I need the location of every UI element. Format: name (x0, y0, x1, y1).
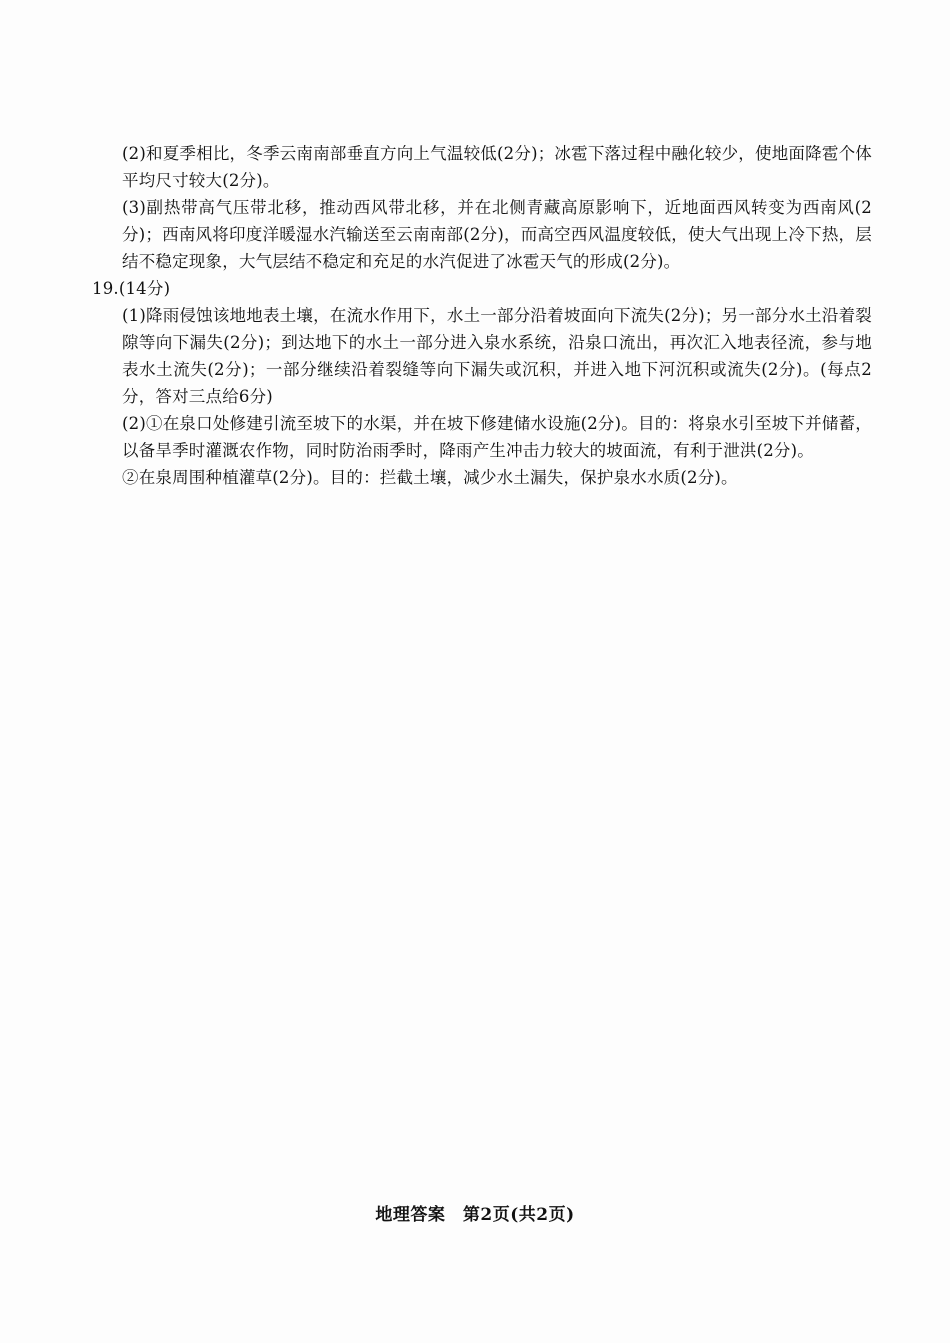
answer-q18-part3: (3)副热带高气压带北移，推动西风带北移，并在北侧青藏高原影响下，近地面西风转变为西南风(2分)；西南风将印度洋暖湿水汽输送至云南南部(2分)，而高空西风温度较低，使大气出现上冷下热，层结不稳定现象，大气层结不稳定和充足的水汽促进了冰雹天气的形成(2分)。 (122, 198, 872, 271)
answer-q19-part2-b: ②在泉周围种植灌草(2分)。目的：拦截土壤，减少水土漏失，保护泉水水质(2分)。 (122, 468, 738, 487)
answer-q18-part2: (2)和夏季相比，冬季云南南部垂直方向上气温较低(2分)；冰雹下落过程中融化较少，使地面降雹个体平均尺寸较大(2分)。 (122, 144, 872, 190)
page-footer: 地理答案 第2页(共2页) (375, 1205, 575, 1225)
answer-q19-part1: (1)降雨侵蚀该地地表土壤，在流水作用下，水土一部分沿着坡面向下流失(2分)；另一部分水土沿着裂隙等向下漏失(2分)；到达地下的水土一部分进入泉水系统，沿泉口流出，再次汇入地表径流，参与地表水土流失(2分)；一部分继续沿着裂缝等向下漏失或沉积，并进入地下河沉积或流失(2分)。(每点2分，答对三点给6分) (122, 306, 872, 406)
question-19-heading: 19.(14分) (92, 279, 171, 298)
answer-q19-part2-a: (2)①在泉口处修建引流至坡下的水渠，并在坡下修建储水设施(2分)。目的：将泉水引至坡下并储蓄，以备旱季时灌溉农作物，同时防治雨季时，降雨产生冲击力较大的坡面流，有利于泄洪(2分)。 (122, 414, 872, 460)
answer-content (92, 140, 872, 491)
